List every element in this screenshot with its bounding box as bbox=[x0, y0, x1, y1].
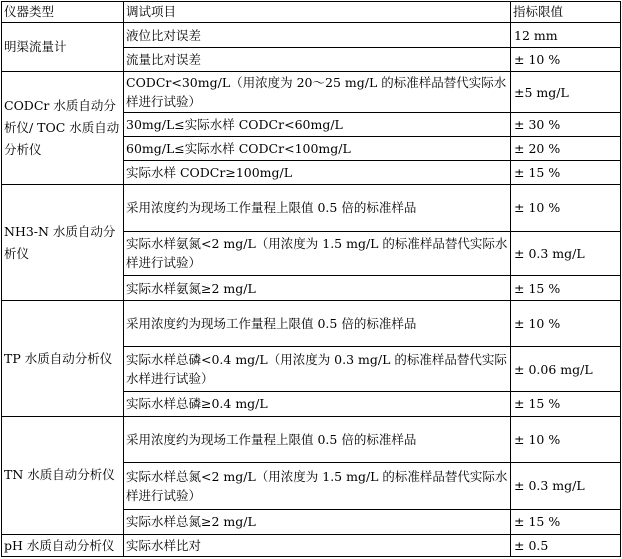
limit-cell: ± 30 % bbox=[511, 112, 621, 136]
test-item-cell: 流量比对误差 bbox=[124, 48, 511, 72]
test-item-cell: 30mg/L≤实际水样 CODCr<60mg/L bbox=[124, 112, 511, 136]
test-item-cell: 实际水样总氮≥2 mg/L bbox=[124, 509, 511, 534]
test-item-cell: 实际水样总磷≥0.4 mg/L bbox=[124, 391, 511, 416]
limit-cell: ± 10 % bbox=[511, 185, 621, 231]
header-test-item: 调试项目 bbox=[124, 2, 511, 23]
table-row bbox=[2, 23, 621, 48]
limit-cell: 12 mm bbox=[511, 23, 621, 48]
limit-cell: ± 0.3 mg/L bbox=[511, 463, 621, 509]
instrument-type-cell: pH 水质自动分析仪 bbox=[2, 534, 124, 556]
test-item-cell: CODCr<30mg/L（用浓度为 20～25 mg/L 的标准样品替代实际水样进行试验） bbox=[124, 72, 511, 112]
instrument-type-cell: CODCr 水质自动分析仪/ TOC 水质自动分析仪 bbox=[2, 72, 124, 185]
table-row bbox=[2, 185, 621, 231]
limit-cell: ± 0.5 bbox=[511, 534, 621, 556]
table-row bbox=[2, 534, 621, 556]
limit-cell: ± 10 % bbox=[511, 301, 621, 347]
instrument-type-cell: 明渠流量计 bbox=[2, 23, 124, 72]
limit-cell: ± 10 % bbox=[511, 416, 621, 462]
test-item-cell: 采用浓度约为现场工作量程上限值 0.5 倍的标准样品 bbox=[124, 185, 511, 231]
test-item-cell: 实际水样氨氮≥2 mg/L bbox=[124, 275, 511, 300]
test-item-cell: 实际水样 CODCr≥100mg/L bbox=[124, 161, 511, 185]
limit-cell: ± 15 % bbox=[511, 275, 621, 300]
test-item-cell: 实际水样氨氮<2 mg/L（用浓度为 1.5 mg/L 的标准样品替代实际水样进行试验） bbox=[124, 231, 511, 275]
table-row bbox=[2, 301, 621, 347]
header-row bbox=[2, 2, 621, 23]
limit-cell: ± 20 % bbox=[511, 136, 621, 160]
limit-cell: ± 15 % bbox=[511, 161, 621, 185]
table-row bbox=[2, 416, 621, 462]
test-item-cell: 采用浓度约为现场工作量程上限值 0.5 倍的标准样品 bbox=[124, 416, 511, 462]
table-row bbox=[2, 72, 621, 112]
test-item-cell: 采用浓度约为现场工作量程上限值 0.5 倍的标准样品 bbox=[124, 301, 511, 347]
limit-cell: ± 0.3 mg/L bbox=[511, 231, 621, 275]
test-item-cell: 液位比对误差 bbox=[124, 23, 511, 48]
limit-cell: ± 10 % bbox=[511, 48, 621, 72]
test-item-cell: 60mg/L≤实际水样 CODCr<100mg/L bbox=[124, 136, 511, 160]
limit-cell: ± 15 % bbox=[511, 391, 621, 416]
header-instrument-type: 仪器类型 bbox=[2, 2, 124, 23]
instrument-type-cell: TN 水质自动分析仪 bbox=[2, 416, 124, 534]
instrument-indicator-table bbox=[1, 1, 621, 557]
header-limit: 指标限值 bbox=[511, 2, 621, 23]
test-item-cell: 实际水样总磷<0.4 mg/L（用浓度为 0.3 mg/L 的标准样品替代实际水样进行试验） bbox=[124, 347, 511, 391]
instrument-type-cell: TP 水质自动分析仪 bbox=[2, 301, 124, 417]
limit-cell: ±5 mg/L bbox=[511, 72, 621, 112]
limit-cell: ± 0.06 mg/L bbox=[511, 347, 621, 391]
test-item-cell: 实际水样总氮<2 mg/L（用浓度为 1.5 mg/L 的标准样品替代实际水样进行试验） bbox=[124, 463, 511, 509]
test-item-cell: 实际水样比对 bbox=[124, 534, 511, 556]
limit-cell: ± 15 % bbox=[511, 509, 621, 534]
instrument-type-cell: NH3-N 水质自动分析仪 bbox=[2, 185, 124, 301]
